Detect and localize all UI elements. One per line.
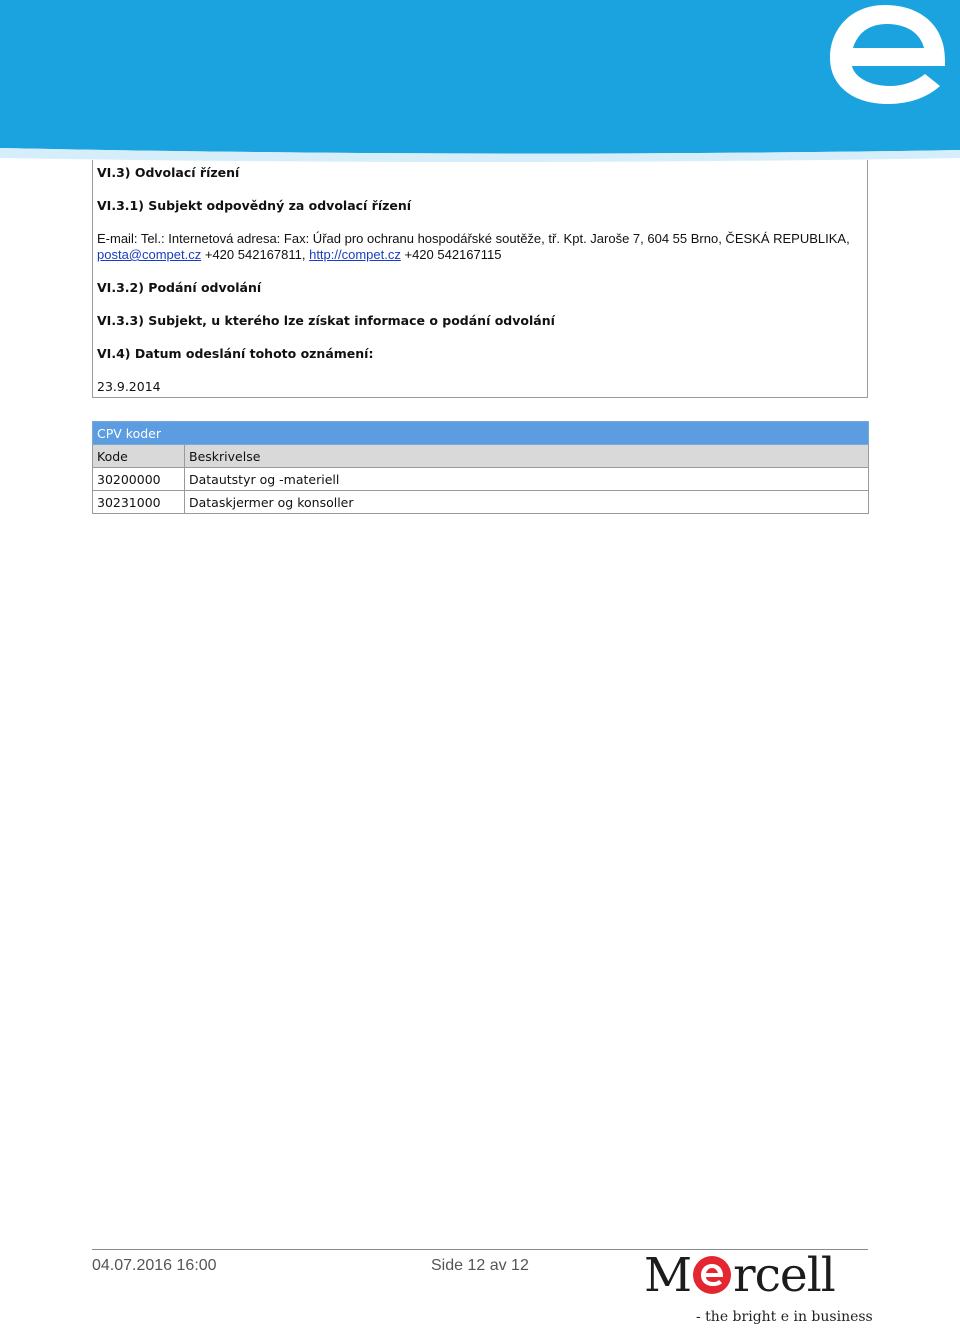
cpv-table bbox=[92, 421, 869, 514]
phone-1: +420 542167811, bbox=[201, 247, 310, 262]
logo-letters-rest: rcell bbox=[733, 1248, 835, 1303]
mercell-logo bbox=[644, 1248, 873, 1327]
contact-line bbox=[97, 247, 501, 262]
table-row bbox=[93, 468, 869, 491]
logo-tagline: - the bright e in business bbox=[696, 1309, 873, 1325]
brand-e-icon bbox=[830, 5, 945, 104]
footer-timestamp: 04.07.2016 16:00 bbox=[92, 1257, 217, 1274]
heading-appeal-body: VI.3.1) Subjekt odpovědný za odvolací řízení bbox=[97, 198, 412, 213]
logo-e-icon bbox=[692, 1255, 732, 1295]
heading-info: VI.3.3) Subjekt, u kterého lze získat informace o podání odvolání bbox=[97, 313, 555, 328]
address-line: E-mail: Tel.: Internetová adresa: Fax: Úřad pro ochranu hospodářské soutěže, tř. Kpt. Jaroše 7, 604 55 Brno, ČESKÁ REPUBLIKA, bbox=[97, 231, 850, 246]
logo-letter-m: M bbox=[644, 1248, 692, 1303]
header-banner bbox=[0, 0, 960, 170]
cpv-description: Dataskjermer og konsoller bbox=[185, 491, 869, 514]
email-link[interactable]: posta@compet.cz bbox=[97, 247, 202, 262]
website-link[interactable]: http://compet.cz bbox=[309, 247, 401, 262]
cpv-code: 30200000 bbox=[93, 468, 185, 491]
column-header-description: Beskrivelse bbox=[185, 445, 869, 468]
heading-lodging: VI.3.2) Podání odvolání bbox=[97, 280, 262, 295]
column-header-code: Kode bbox=[93, 445, 185, 468]
date-value: 23.9.2014 bbox=[97, 379, 161, 394]
cpv-description: Datautstyr og -materiell bbox=[185, 468, 869, 491]
logo-wordmark bbox=[644, 1248, 835, 1303]
cpv-table-title: CPV koder bbox=[93, 422, 869, 445]
cpv-code: 30231000 bbox=[93, 491, 185, 514]
appeal-section-box bbox=[92, 160, 868, 398]
footer-page-number: Side 12 av 12 bbox=[431, 1257, 529, 1274]
table-row bbox=[93, 491, 869, 514]
heading-date: VI.4) Datum odeslání tohoto oznámení: bbox=[97, 346, 374, 361]
phone-2: +420 542167115 bbox=[400, 247, 502, 262]
heading-appeal: VI.3) Odvolací řízení bbox=[97, 165, 240, 180]
